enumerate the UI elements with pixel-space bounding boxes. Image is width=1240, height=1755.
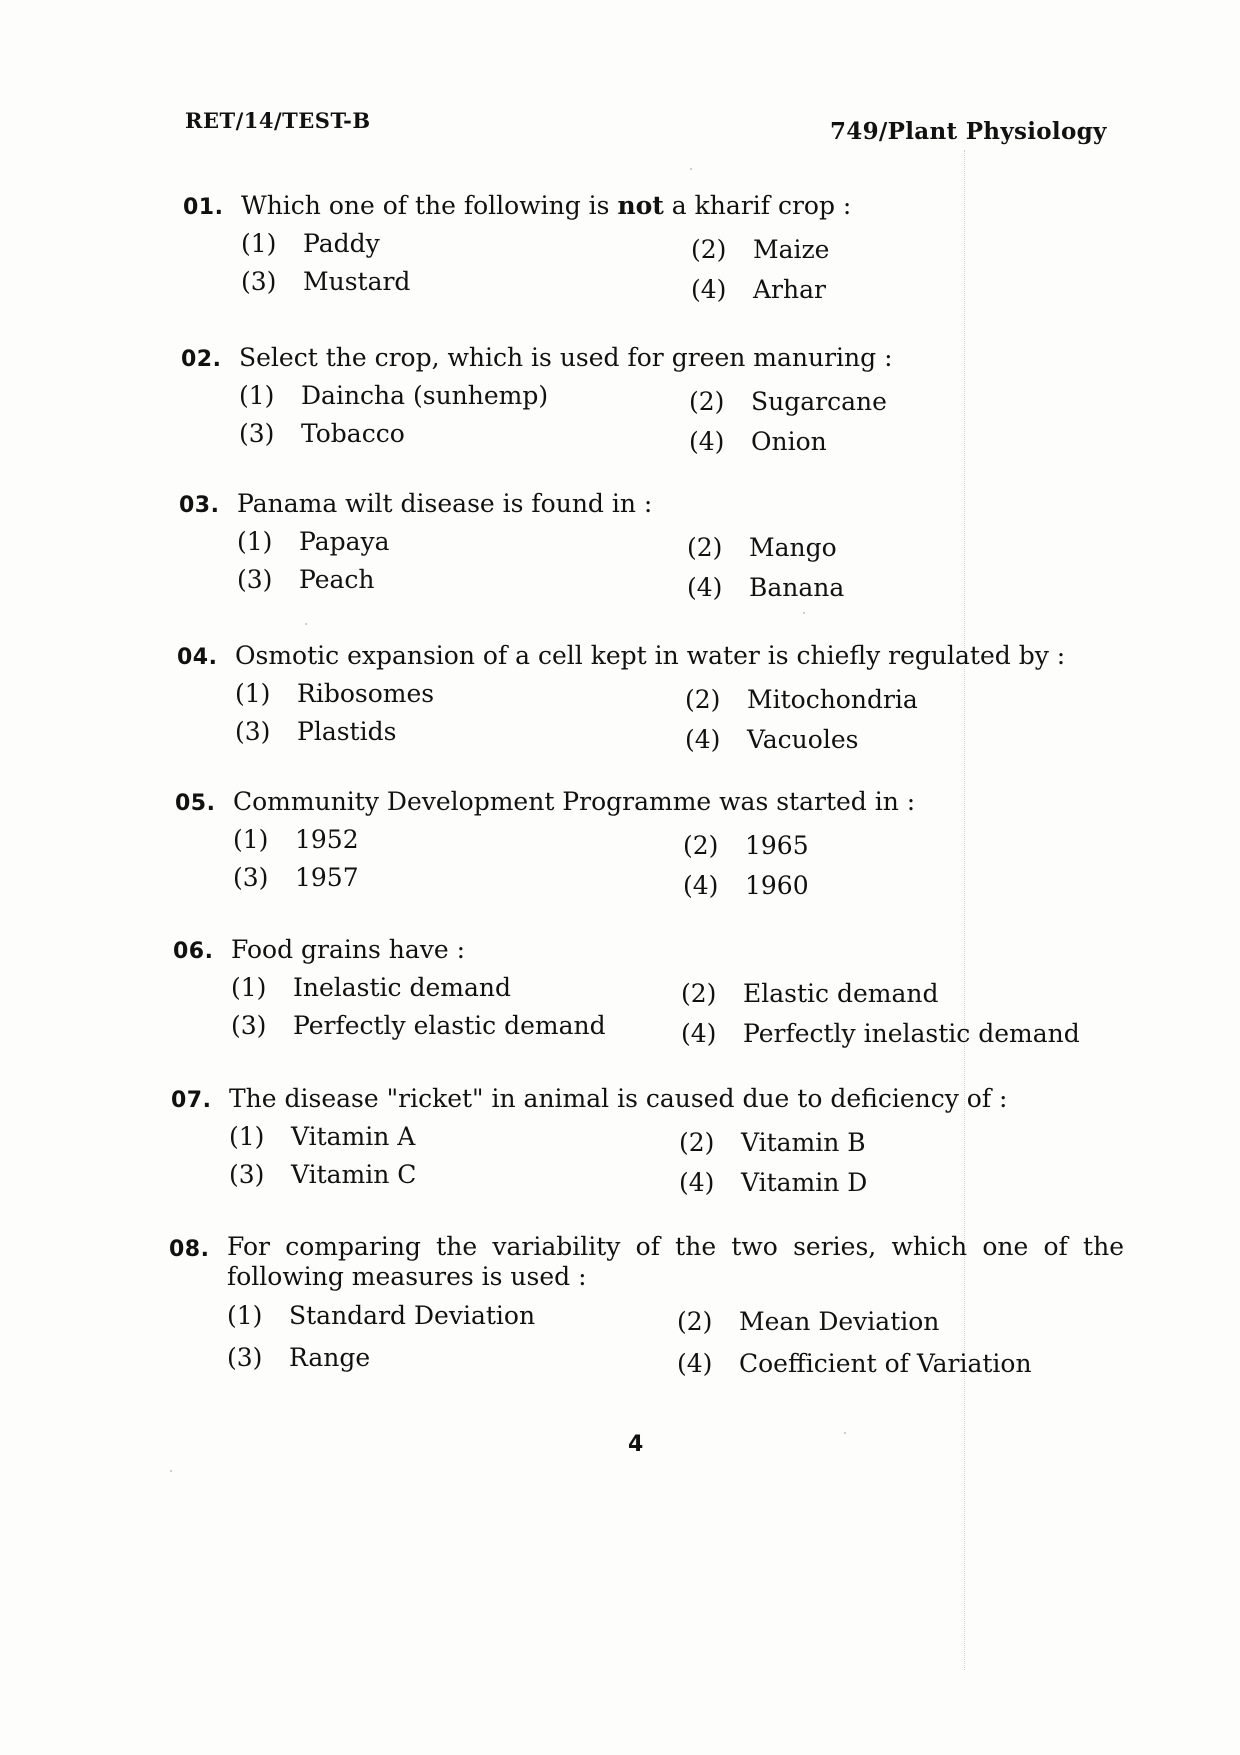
option-3: (3) Vitamin C bbox=[229, 1160, 417, 1189]
question-text: Which one of the following is not a kharif crop : bbox=[241, 191, 852, 220]
question-text: Osmotic expansion of a cell kept in water is chiefly regulated by : bbox=[235, 641, 1066, 670]
question-04 bbox=[177, 640, 1177, 754]
page-number: 4 bbox=[628, 1432, 644, 1457]
question-number: 08. bbox=[169, 1237, 210, 1262]
question-number: 01. bbox=[183, 195, 224, 220]
option-4: (4) Vitamin D bbox=[679, 1168, 868, 1197]
question-07 bbox=[171, 1083, 1181, 1197]
option-4: (4) Vacuoles bbox=[685, 725, 859, 754]
question-text: Community Development Programme was started in : bbox=[233, 787, 916, 816]
option-4: (4) Banana bbox=[687, 573, 845, 602]
scan-speck bbox=[305, 623, 307, 625]
option-2: (2) Mean Deviation bbox=[677, 1307, 940, 1336]
option-3: (3) Perfectly elastic demand bbox=[231, 1011, 606, 1040]
question-number: 03. bbox=[179, 493, 220, 518]
question-text: The disease "ricket" in animal is caused due to deficiency of : bbox=[229, 1084, 1008, 1113]
option-3: (3) Plastids bbox=[235, 717, 397, 746]
question-05 bbox=[175, 786, 1135, 900]
option-1: (1) Ribosomes bbox=[235, 679, 435, 708]
question-number: 04. bbox=[177, 645, 218, 670]
option-1: (1) Daincha (sunhemp) bbox=[239, 381, 549, 410]
option-1: (1) Standard Deviation bbox=[227, 1301, 536, 1330]
paper-code: RET/14/TEST-B bbox=[185, 108, 371, 133]
option-4: (4) 1960 bbox=[683, 871, 809, 900]
question-number: 02. bbox=[181, 347, 222, 372]
question-text: Food grains have : bbox=[231, 935, 466, 964]
option-2: (2) Mango bbox=[687, 533, 837, 562]
question-01 bbox=[183, 190, 1143, 304]
scan-speck bbox=[170, 1470, 172, 1472]
option-1: (1) Paddy bbox=[241, 229, 380, 258]
option-3: (3) Range bbox=[227, 1343, 371, 1372]
option-1: (1) Vitamin A bbox=[229, 1122, 416, 1151]
emphasis-word: not bbox=[617, 191, 664, 220]
option-1: (1) 1952 bbox=[233, 825, 359, 854]
question-text: For comparing the variability of the two series, which one of the following measures is used : bbox=[227, 1232, 1124, 1291]
option-2: (2) Mitochondria bbox=[685, 685, 918, 714]
option-4: (4) Onion bbox=[689, 427, 827, 456]
question-06 bbox=[173, 934, 1183, 1048]
question-text: Select the crop, which is used for green manuring : bbox=[239, 343, 893, 372]
option-4: (4) Arhar bbox=[691, 275, 826, 304]
option-2: (2) Vitamin B bbox=[679, 1128, 866, 1157]
question-08 bbox=[169, 1232, 1124, 1382]
scan-speck bbox=[803, 612, 805, 614]
option-2: (2) Maize bbox=[691, 235, 830, 264]
question-number: 07. bbox=[171, 1088, 212, 1113]
question-text: Panama wilt disease is found in : bbox=[237, 489, 653, 518]
question-02 bbox=[181, 342, 1141, 456]
option-3: (3) 1957 bbox=[233, 863, 359, 892]
scan-speck bbox=[690, 168, 692, 170]
option-1: (1) Inelastic demand bbox=[231, 973, 512, 1002]
question-number: 06. bbox=[173, 939, 214, 964]
option-3: (3) Tobacco bbox=[239, 419, 405, 448]
question-number: 05. bbox=[175, 791, 216, 816]
option-2: (2) Elastic demand bbox=[681, 979, 939, 1008]
subject-title: 749/Plant Physiology bbox=[830, 118, 1107, 145]
option-3: (3) Peach bbox=[237, 565, 375, 594]
question-03 bbox=[179, 488, 1139, 602]
option-4: (4) Coefficient of Variation bbox=[677, 1349, 1032, 1378]
option-2: (2) Sugarcane bbox=[689, 387, 887, 416]
scan-speck bbox=[844, 1432, 846, 1434]
option-3: (3) Mustard bbox=[241, 267, 411, 296]
option-2: (2) 1965 bbox=[683, 831, 809, 860]
option-1: (1) Papaya bbox=[237, 527, 390, 556]
option-4: (4) Perfectly inelastic demand bbox=[681, 1019, 1080, 1048]
